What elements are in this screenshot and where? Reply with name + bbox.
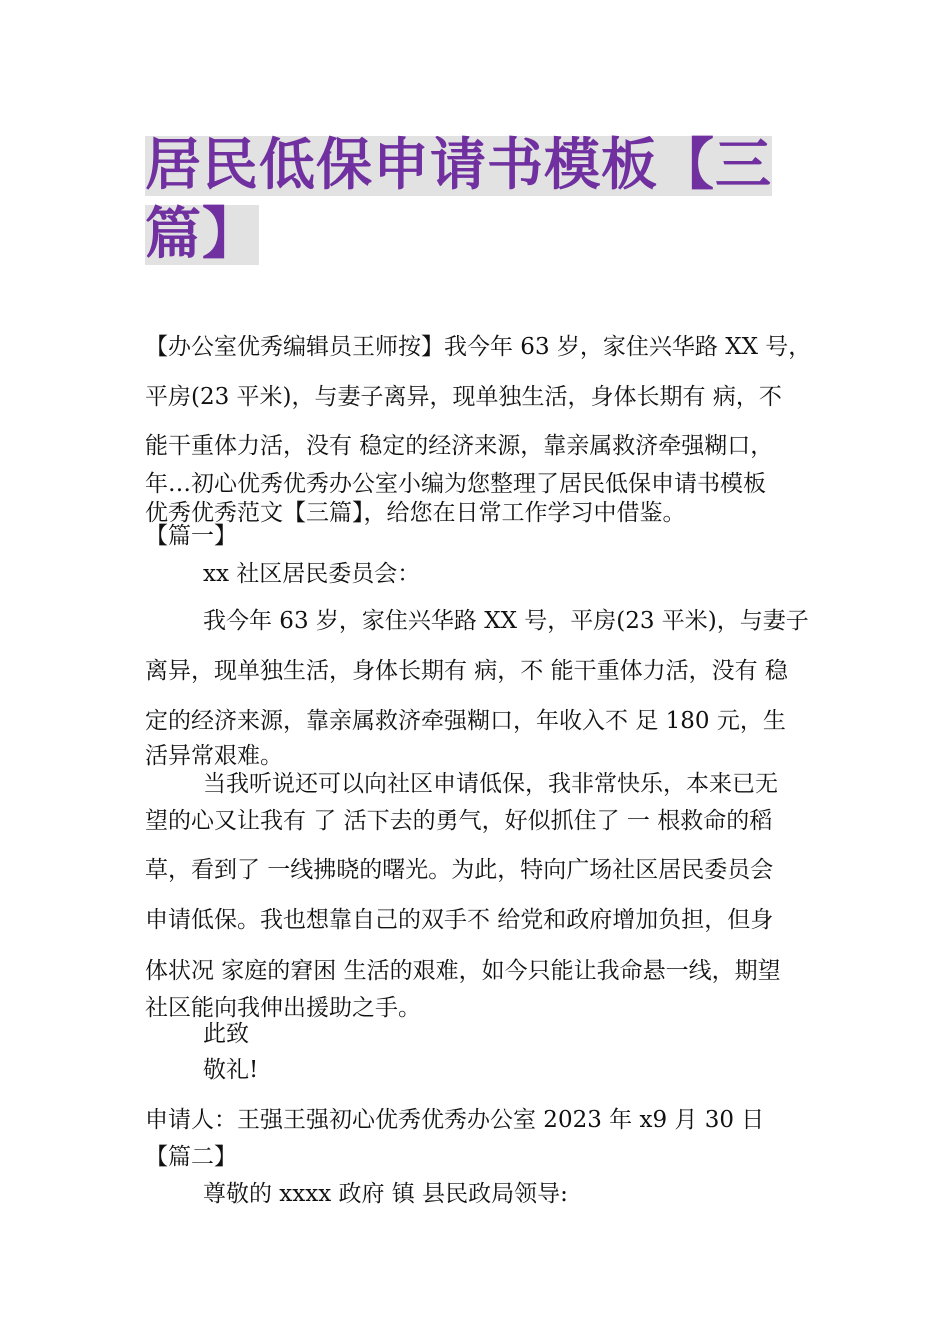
- intro-line-2: 平房(23 平米)，与妻子离异，现单独生活，身体长期有 病，不: [145, 384, 782, 410]
- salutation-1: xx 社区居民委员会：: [203, 561, 421, 587]
- signature-line: 申请人：王强王强初心优秀优秀办公室 2023 年 x9 月 30 日: [145, 1107, 765, 1133]
- salutation-2: 尊敬的 xxxx 政府 镇 县民政局领导:: [203, 1181, 568, 1207]
- para2-line-3: 草，看到了 一线拂晓的曙光。为此，特向广场社区居民委员会: [145, 857, 774, 883]
- intro-line-5: 优秀优秀范文【三篇】，给您在日常工作学习中借鉴。: [145, 500, 686, 526]
- intro-line-4: 年…初心优秀优秀办公室小编为您整理了居民低保申请书模板: [145, 471, 766, 497]
- para1-line-2: 离异，现单独生活，身体长期有 病，不 能干重体力活，没有 稳: [145, 658, 788, 684]
- document-title-line-1: 居民低保申请书模板【三: [145, 133, 772, 198]
- para2-line-5: 体状况 家庭的窘困 生活的艰难，如今只能让我命悬一线，期望: [145, 958, 781, 984]
- para2-line-2: 望的心又让我有 了 活下去的勇气，好似抓住了 一 根救命的稻: [145, 808, 773, 834]
- para2-line-6: 社区能向我伸出援助之手。: [145, 995, 421, 1021]
- closing-line-1: 此致: [203, 1021, 249, 1047]
- document-title-line-2: 篇】: [145, 202, 259, 267]
- section-heading-2: 【篇二】: [145, 1144, 237, 1170]
- para1-line-1: 我今年 63 岁，家住兴华路 XX 号，平房(23 平米)，与妻子: [203, 608, 809, 634]
- intro-line-1: 【办公室优秀编辑员王师按】我今年 63 岁，家住兴华路 XX 号，: [145, 334, 812, 360]
- closing-line-2: 敬礼!: [203, 1057, 259, 1083]
- para1-line-3: 定的经济来源，靠亲属救济牵强糊口，年收入不 足 180 元，生: [145, 708, 786, 734]
- section-heading-1: 【篇一】: [145, 523, 237, 549]
- intro-line-3: 能干重体力活，没有 稳定的经济来源，靠亲属救济牵强糊口，: [145, 433, 774, 459]
- para1-line-4: 活异常艰难。: [145, 743, 283, 769]
- para2-line-1: 当我听说还可以向社区申请低保，我非常快乐，本来已无: [203, 771, 778, 797]
- para2-line-4: 申请低保。我也想靠自己的双手不 给党和政府增加负担，但身: [145, 907, 774, 933]
